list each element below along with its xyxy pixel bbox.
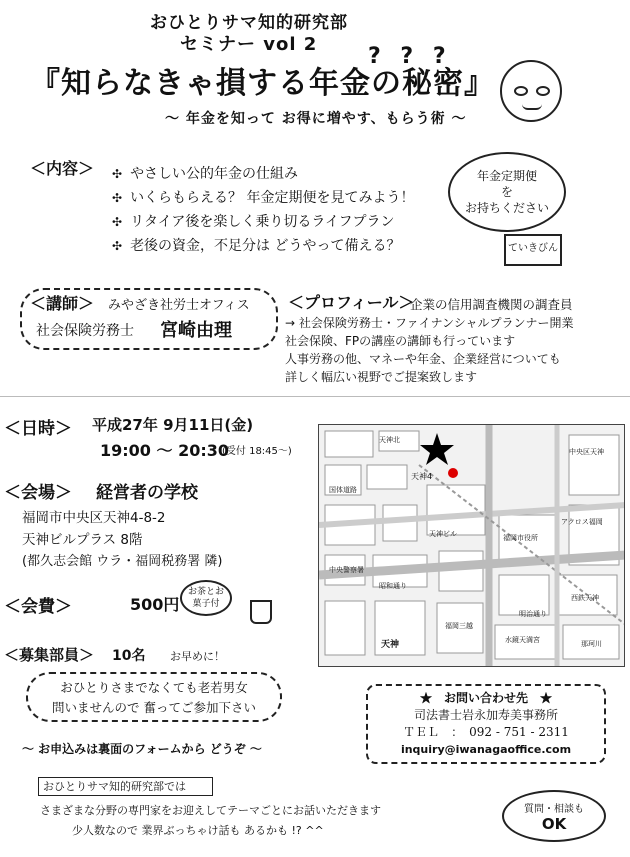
map-label: 中央区天神: [569, 448, 604, 456]
list-item: ✣ いくらもらえる？ 年金定期便を見てみよう！: [112, 190, 415, 206]
list-item: ✣ 老後の資金，不足分は どうやって備える？: [112, 238, 401, 254]
page-title: 『知らなきゃ損する年金の秘密』: [30, 66, 495, 101]
contact-box: [366, 684, 606, 764]
venue-map: [318, 424, 625, 667]
consult-bubble: 質問・相談も OK: [502, 790, 606, 842]
sparkle-icon: ✣: [112, 191, 123, 205]
footer-line: さまざまな分野の専門家をお迎えしてテーマごとにお話いただきます: [40, 804, 381, 817]
map-label: 那珂川: [581, 640, 602, 648]
profile-line: 企業の信用調査機関の調査員: [410, 297, 573, 312]
lecturer-name: 宮崎由理: [160, 320, 232, 341]
datetime-heading: ＜日時＞: [4, 419, 72, 439]
map-label: 福岡三越: [445, 622, 473, 630]
profile-line: 社会保険、FPの講座の講師も行っています: [285, 334, 516, 348]
venue-landmark: (都久志会館 ウラ・福岡税務署 隣): [22, 554, 223, 569]
map-label: 天神: [381, 640, 400, 650]
footer-line: 少人数なので 業界ぶっちゃけ話も あるかも !? ^^: [72, 824, 324, 837]
contents-heading: ＜内容＞: [30, 159, 95, 178]
venue-name: 経営者の学校: [96, 483, 198, 503]
venue-heading: ＜会場＞: [4, 483, 72, 503]
question-marks: ? ? ?: [368, 44, 452, 69]
map-label: 福岡市役所: [503, 534, 538, 542]
page-subtitle: 〜 年金を知って お得に増やす、もらう術 〜: [165, 111, 467, 127]
profile-line: → 社会保険労務士・ファイナンシャルプランナー開業: [285, 316, 574, 330]
map-label: 明治通り: [519, 610, 547, 618]
map-label: 天神北: [379, 436, 400, 444]
sparkle-icon: ✣: [112, 167, 123, 181]
divider: [0, 396, 630, 397]
lecturer-heading: ＜講師＞: [30, 294, 95, 313]
sparkle-icon: ✣: [112, 215, 123, 229]
contact-email[interactable]: inquiry@iwanagaoffice.com: [400, 743, 572, 756]
profile-heading: ＜プロフィール＞: [288, 293, 415, 312]
map-label: 中央警察署: [329, 566, 364, 574]
map-label: 水鏡天満宮: [505, 636, 540, 644]
event-date: 平成27年 9月11日(金): [92, 416, 254, 434]
map-label: 西鉄天神: [571, 594, 599, 602]
contents-list: [112, 162, 452, 258]
capacity-note: お早めに！: [170, 650, 225, 663]
fee-heading: ＜会費＞: [4, 597, 72, 617]
map-label: 天神4: [411, 472, 433, 481]
teacup-icon: [250, 600, 272, 624]
fee-note-bubble: お茶とお菓子付: [180, 580, 232, 616]
sparkle-icon: ✣: [112, 239, 123, 253]
event-time: 19:00 〜 20:30: [100, 441, 230, 460]
apply-note: 〜 お申込みは裏面のフォームから どうぞ 〜: [22, 742, 262, 756]
contact-phone[interactable]: ＴＥＬ ： 092 - 751 - 2311: [403, 725, 569, 739]
profile-line: 人事労務の他、マネーや年金、企業経営についても: [285, 352, 561, 366]
envelope-icon: ていきびん: [504, 234, 562, 266]
seminar-number: セミナー vol 2: [180, 34, 318, 55]
lecturer-office: みやざき社労士オフィス: [108, 298, 250, 313]
welcome-box: おひとりさまでなくても老若男女 問いませんので 奮ってご参加下さい: [26, 672, 282, 722]
profile-line: 詳しく幅広い視野でご提案致します: [285, 370, 478, 384]
map-label: 天神ビル: [429, 530, 457, 538]
list-item: ✣ やさしい公的年金の仕組み: [112, 166, 299, 182]
organization-name: おひとりサマ知的研究部: [150, 13, 348, 33]
contact-title: ★ お問い合わせ先 ★: [419, 691, 552, 705]
reception-time: (受付 18:45〜): [222, 446, 292, 457]
contact-office: 司法書士岩永加寿美事務所: [413, 708, 558, 722]
capacity-heading: ＜募集部員＞: [4, 646, 95, 664]
fee-amount: 500円: [130, 595, 180, 614]
venue-address: 福岡市中央区天神4-8-2: [22, 510, 166, 526]
map-label: 国体道路: [329, 486, 357, 494]
lecturer-caricature-icon: [500, 60, 562, 122]
venue-marker-icon: [448, 468, 458, 478]
capacity-count: 10名: [112, 648, 146, 664]
map-label: 昭和通り: [379, 582, 407, 590]
list-item: ✣ リタイア後を楽しく乗り切るライフプラン: [112, 214, 395, 230]
map-label: アクロス福岡: [561, 518, 603, 526]
venue-building: 天神ビルプラス 8階: [22, 532, 143, 548]
footer-label-box: おひとりサマ知的研究部では: [38, 777, 213, 796]
pension-notice-bubble: 年金定期便 を お持ちください: [448, 152, 566, 232]
lecturer-role: 社会保険労務士: [36, 323, 134, 339]
